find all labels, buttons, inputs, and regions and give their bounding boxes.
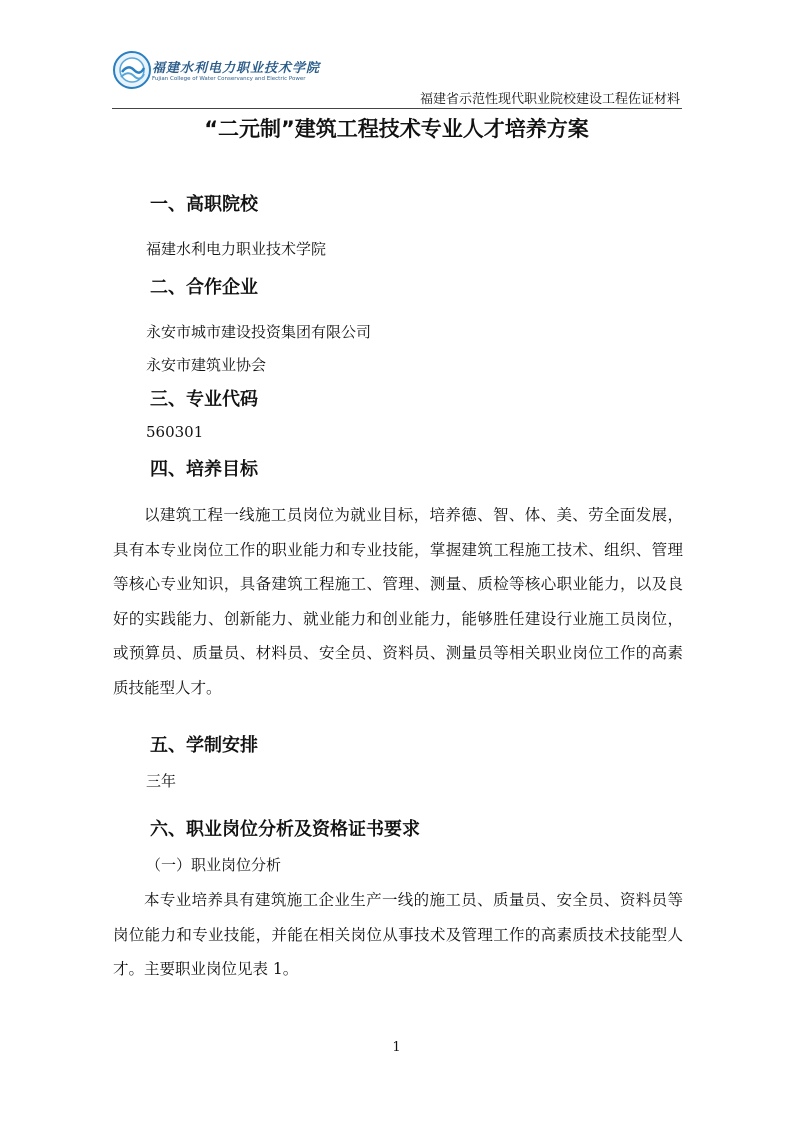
logo-subtext: Fujian College of Water Conservancy and Electric Power <box>152 76 306 82</box>
duration-value: 三年 <box>146 772 177 790</box>
major-code: 560301 <box>146 423 204 441</box>
section-heading-positions: 六、职业岗位分析及资格证书要求 <box>150 819 420 840</box>
section-heading-enterprise: 二、合作企业 <box>150 277 258 298</box>
enterprise-2: 永安市建筑业协会 <box>146 356 267 374</box>
section-heading-duration: 五、学制安排 <box>150 735 258 756</box>
document-title: “二元制”建筑工程技术专业人才培养方案 <box>204 117 589 141</box>
logo-text: 福建水利电力职业技术学院 <box>152 61 321 76</box>
section-heading-code: 三、专业代码 <box>150 389 258 410</box>
goal-paragraph: 以建筑工程一线施工员岗位为就业目标，培养德、智、体、美、劳全面发展，具有本专业岗位工作的职业能力和专业技能，掌握建筑工程施工技术、组织、管理等核心专业知识，具备建筑工程施工、管理、测量、质检等核心职业能力，以及良好的实践能力、创新能力、就业能力和创业能力，能够胜任建设行业施工员岗位，或预算员、质量员、材料员、安全员、资料员、测量员等相关职业岗位工作的高素质技能型人才。 <box>113 506 683 697</box>
college-emblem-icon <box>112 50 152 90</box>
positions-paragraph: 本专业培养具有建筑施工企业生产一线的施工员、质量员、安全员、资料员等岗位能力和专业技能，并能在相关岗位从事技术及管理工作的高素质技术技能型人才。主要职业岗位见表 1。 <box>113 891 683 978</box>
section-heading-goal: 四、培养目标 <box>150 459 258 480</box>
subsection-heading: （一）职业岗位分析 <box>146 856 282 874</box>
page-number: 1 <box>392 1040 401 1055</box>
header-divider <box>112 108 682 109</box>
header-caption: 福建省示范性现代职业院校建设工程佐证材料 <box>419 92 680 107</box>
school-name: 福建水利电力职业技术学院 <box>146 240 327 258</box>
section-heading-school: 一、高职院校 <box>150 194 258 215</box>
enterprise-1: 永安市城市建设投资集团有限公司 <box>146 323 372 341</box>
